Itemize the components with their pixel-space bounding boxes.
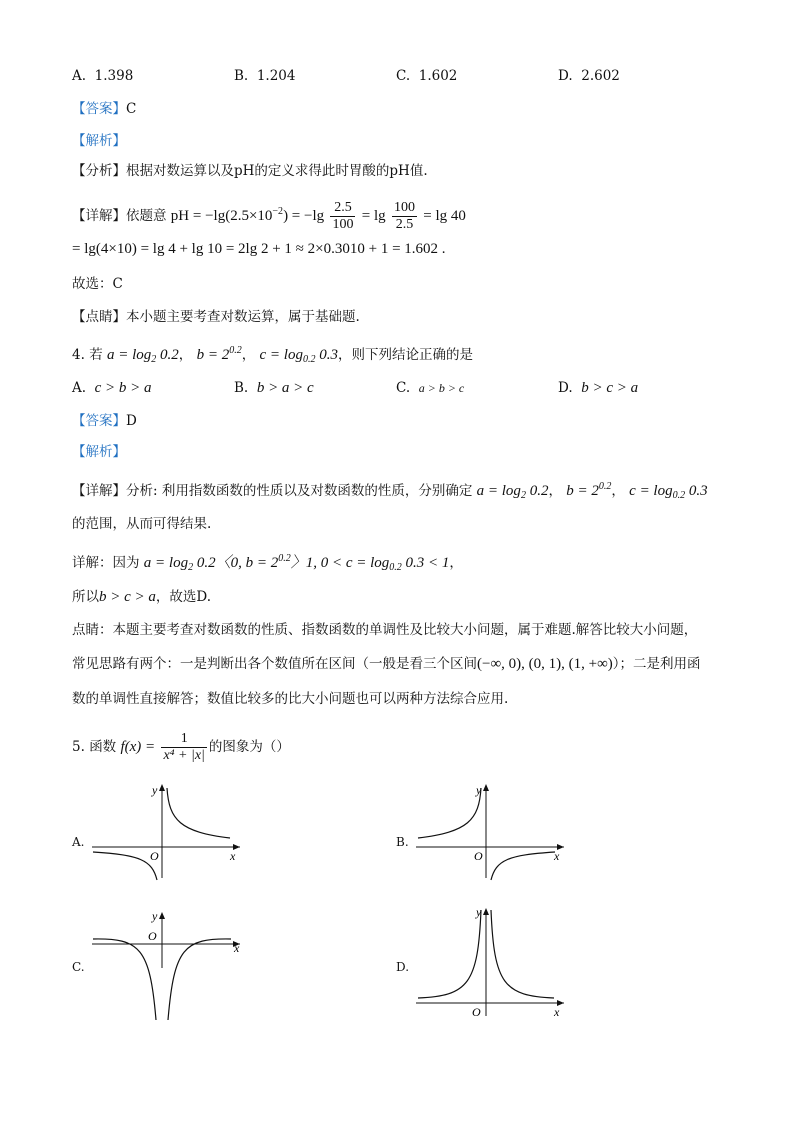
graph-b-origin: O [474,849,483,863]
q4-dianjing-2: 常见思路有两个：一是判断出各个数值所在区间（一般是看三个区间(−∞, 0), (0, 1), (1, +∞)）；二是利用函 [72,656,701,672]
q3-option-a: A. 1.398 [72,68,134,84]
graph-label-a: A. [72,835,85,849]
q3-detail-line2: = lg(4×10) = lg 4 + lg 10 = 2lg 2 + 1 ≈ 2×0.3010 + 1 = 1.602 . [72,241,446,257]
graph-a-origin: O [150,849,159,863]
graph-c-origin: O [148,929,157,943]
q4-xiangjie: 详解：因为 $a = \log_2 0.2$〈0, $b = 2^{0.2}$〉1, $0 < c = \log_{0.2} 0.3 < 1$， [72,553,463,573]
graph-label-b: B. [396,835,409,849]
graph-b-curve-left [418,788,481,838]
graph-d-y-label: y [476,905,482,919]
q3-option-c: C. 1.602 [396,68,458,84]
q4-option-d: D. b > c > a [558,380,639,396]
q4-dianjing-1: 点睛：本题主要考查对数函数的性质、指数函数的单调性及比较大小问题，属于难题.解答比较大小问题， [72,622,698,638]
q4-option-b: B. b > a > c [234,380,314,396]
q3-answer: 【答案】C [72,101,137,117]
q3-detail-line1: 【详解】依题意 pH = $-\lg(2.5\times 10^{-2}) = -\lg$ $\frac{2.5}{100}$ = lg $\frac{100}{2.5}$ = lg 40 [72,200,466,232]
graph-a-x-label: x [230,849,236,863]
q4-detail-line1: 【详解】分析: 利用指数函数的性质以及对数函数的性质，分别确定 $a = \log_2 0.2$， $b = 2^{0.2}$， $c = \log_{0.2} 0.3$ [72,481,708,501]
graph-a[interactable] [90,780,250,880]
q4-option-c: C. a > b > c [396,380,465,396]
q4-conclusion: 所以b > c > a，故选D. [72,589,212,605]
graph-d-origin: O [472,1005,481,1019]
graph-a-y-arrow [159,784,165,791]
q4-stem: 4. 若 $a = \log_2 0.2$， $b = 2^{0.2}$， $c = \log_{0.2} 0.3$，则下列结论正确的是 [72,345,473,365]
q3-comment: 【点睛】本小题主要考查对数运算，属于基础题. [72,309,360,325]
q3-option-d: D. 2.602 [558,68,620,84]
q3-analysis-tag: 【解析】 [72,133,126,149]
q3-choose: 故选：C [72,276,123,292]
q4-analysis-tag: 【解析】 [72,444,126,460]
q4-detail-line2: 的范围，从而可得结果. [72,516,212,532]
graph-c-curve-left [93,939,156,1020]
graph-label-c: C. [72,960,85,974]
q5-stem: 5. 函数 f(x) = $\frac{1}{\text{x⁴ + |x|}}$ 的图象为（） [72,731,290,763]
graph-c-y-label: y [152,909,158,923]
graph-b-x-label: x [554,849,560,863]
q4-answer: 【答案】D [72,413,137,429]
graph-a-curve-right [167,788,230,838]
graph-b[interactable] [414,780,574,880]
q3-fenxi: 【分析】根据对数运算以及pH的定义求得此时胃酸的pH值. [72,163,428,179]
graph-b-curve-right [491,852,555,880]
graph-c-curve-right [168,939,231,1020]
q4-option-a: A. c > b > a [72,380,152,396]
graph-c-x-label: x [234,941,240,955]
graph-c-y-arrow [159,912,165,919]
graph-c[interactable] [90,908,250,1023]
graph-a-curve-left [93,852,157,880]
q4-dianjing-3: 数的单调性直接解答；数值比较多的比大小问题也可以两种方法综合应用. [72,691,509,707]
graph-d-x-label: x [554,1005,560,1019]
q3-option-b: B. 1.204 [234,68,296,84]
graph-b-y-label: y [476,783,482,797]
graph-b-y-arrow [483,784,489,791]
graph-d-curve-right [491,910,554,998]
graph-label-d: D. [396,960,410,974]
graph-d[interactable] [414,904,574,1019]
graph-d-y-arrow [483,908,489,915]
graph-a-y-label: y [152,783,158,797]
graph-d-curve-left [418,910,481,998]
